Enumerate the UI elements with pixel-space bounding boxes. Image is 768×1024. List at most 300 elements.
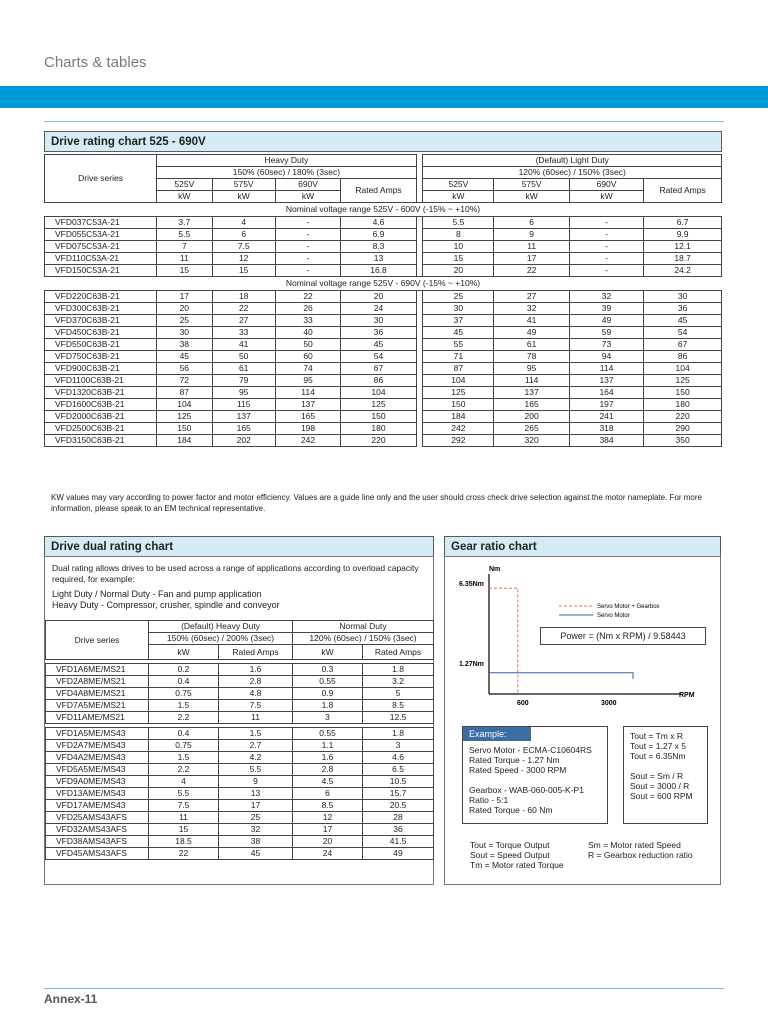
list-item: Sout = Sm / R <box>630 771 684 781</box>
list-item: Tout = 1.27 x 5 <box>630 741 686 751</box>
table-cell: 164 <box>569 387 643 399</box>
table-cell: 184 <box>423 411 494 423</box>
drive-series-header: Drive series <box>45 155 157 203</box>
table-cell: 7.5 <box>149 800 219 812</box>
table-cell: 5.5 <box>149 788 219 800</box>
drive-series-cell: VFD750C63B-21 <box>45 351 157 363</box>
hd-kw: kW <box>157 191 212 203</box>
table-cell: 150 <box>644 387 722 399</box>
table-cell: 1.1 <box>293 740 363 752</box>
power-formula: Power = (Nm x RPM) / 9.58443 <box>540 627 706 645</box>
hd-kw: kW <box>212 191 275 203</box>
drive-series-cell: VFD38AMS43AFS <box>46 836 149 848</box>
table-row <box>45 315 722 327</box>
list-item: Sm = Motor rated Speed <box>588 840 681 850</box>
table-cell: 24.2 <box>644 265 722 277</box>
table-cell: 2.8 <box>293 764 363 776</box>
table-cell: 7.5 <box>219 700 293 712</box>
table-row <box>45 217 722 229</box>
drive-series-cell: VFD17AME/MS43 <box>46 800 149 812</box>
table-cell: 74 <box>275 363 340 375</box>
table-cell: 87 <box>423 363 494 375</box>
drive-series-cell: VFD2A8ME/MS21 <box>46 676 149 688</box>
table-cell: 95 <box>212 387 275 399</box>
table-cell: - <box>569 265 643 277</box>
table-cell: - <box>569 217 643 229</box>
table-cell: 55 <box>423 339 494 351</box>
table-cell: 73 <box>569 339 643 351</box>
list-item: Tout = Torque Output <box>470 840 550 850</box>
series-gearbox-line <box>489 588 518 694</box>
table-cell: 22 <box>149 848 219 860</box>
table-cell: 9.9 <box>644 229 722 241</box>
table-cell: 7 <box>157 241 212 253</box>
table-row <box>46 712 434 724</box>
table-cell: 32 <box>569 291 643 303</box>
list-item: Sout = 600 RPM <box>630 791 693 801</box>
y-tick-1-27: 1.27Nm <box>459 661 484 668</box>
drive-series-cell: VFD220C63B-21 <box>45 291 157 303</box>
hd-volt-525: 525V <box>157 179 212 191</box>
table-cell: 17 <box>219 800 293 812</box>
table-cell: 30 <box>644 291 722 303</box>
table-cell: 61 <box>212 363 275 375</box>
table-cell: 22 <box>275 291 340 303</box>
table-cell: 20.5 <box>363 800 434 812</box>
table-cell: 61 <box>494 339 569 351</box>
table-cell: 114 <box>569 363 643 375</box>
list-item: Rated Speed - 3000 RPM <box>469 765 567 775</box>
drive-series-cell: VFD550C63B-21 <box>45 339 157 351</box>
table-row <box>46 700 434 712</box>
drive-series-cell: VFD7A5ME/MS21 <box>46 700 149 712</box>
table-cell: 56 <box>157 363 212 375</box>
example-box <box>462 726 608 824</box>
table-cell: 26 <box>275 303 340 315</box>
drive-series-cell: VFD1600C63B-21 <box>45 399 157 411</box>
table-cell: 12 <box>293 812 363 824</box>
table-row <box>45 399 722 411</box>
table-cell: 4 <box>149 776 219 788</box>
table-cell: 3 <box>293 712 363 724</box>
list-item: Sout = Speed Output <box>470 850 550 860</box>
table-cell: 200 <box>494 411 569 423</box>
table-cell: 15 <box>423 253 494 265</box>
table-cell: 39 <box>569 303 643 315</box>
footer-rule <box>44 988 724 989</box>
ld-kw: kW <box>494 191 569 203</box>
table-cell: 95 <box>494 363 569 375</box>
drive-series-cell: VFD2A7ME/MS43 <box>46 740 149 752</box>
list-item: Rated Torque - 1.27 Nm <box>469 755 560 765</box>
drive-series-cell: VFD1100C63B-21 <box>45 375 157 387</box>
table-cell: 15 <box>157 265 212 277</box>
list-item: Tm = Motor rated Torque <box>470 860 564 870</box>
table-cell: 150 <box>341 411 416 423</box>
table-cell: 50 <box>275 339 340 351</box>
ld-rated-amps: Rated Amps <box>644 179 722 203</box>
dual-rating-table <box>45 620 434 860</box>
table-cell: 50 <box>212 351 275 363</box>
table-cell: 25 <box>157 315 212 327</box>
drive-series-cell: VFD2000C63B-21 <box>45 411 157 423</box>
table-cell: 5.5 <box>423 217 494 229</box>
table-cell: 30 <box>341 315 416 327</box>
table-cell: 4 <box>212 217 275 229</box>
table-cell: 202 <box>212 435 275 447</box>
table-cell: 54 <box>341 351 416 363</box>
drive-rating-note: KW values may vary according to power factor and motor efficiency. Values are a guide line only and the user should cross check drive selection against the motor nameplate. For more information, please speak to an EM technical representative. <box>51 493 702 513</box>
drive-series-cell: VFD1A6ME/MS21 <box>46 664 149 676</box>
table-row <box>45 435 722 447</box>
heavy-duty-header: Heavy Duty <box>157 155 417 167</box>
table-cell: 0.55 <box>293 728 363 740</box>
hd-volt-690: 690V <box>275 179 340 191</box>
drive-series-cell: VFD300C63B-21 <box>45 303 157 315</box>
table-cell: 350 <box>644 435 722 447</box>
table-cell: 20 <box>341 291 416 303</box>
example-list <box>463 741 607 815</box>
table-cell: 9 <box>494 229 569 241</box>
table-cell: 32 <box>219 824 293 836</box>
abbrev-legend-right <box>588 840 718 860</box>
table-cell: 292 <box>423 435 494 447</box>
table-cell: 27 <box>212 315 275 327</box>
drive-series-cell: VFD4A2ME/MS43 <box>46 752 149 764</box>
table-cell: - <box>275 217 340 229</box>
drive-series-cell: VFD1A5ME/MS43 <box>46 728 149 740</box>
table-row <box>46 836 434 848</box>
y-tick-6-35: 6.35Nm <box>459 581 484 588</box>
legend-motor: Servo Motor <box>597 613 630 619</box>
table-row <box>45 339 722 351</box>
table-cell: 18 <box>212 291 275 303</box>
ld-volt-525: 525V <box>423 179 494 191</box>
table-cell: 20 <box>157 303 212 315</box>
list-item: R = Gearbox reduction ratio <box>588 850 693 860</box>
table-cell: 0.2 <box>149 664 219 676</box>
table-cell: 71 <box>423 351 494 363</box>
table-row <box>45 241 722 253</box>
table-cell: 242 <box>275 435 340 447</box>
table-cell: 197 <box>569 399 643 411</box>
drive-series-cell: VFD150C53A-21 <box>45 265 157 277</box>
dual-normal-kw: kW <box>293 645 363 660</box>
table-cell: 5.5 <box>157 229 212 241</box>
table-cell: 1.8 <box>293 700 363 712</box>
drive-series-cell: VFD13AME/MS43 <box>46 788 149 800</box>
table-cell: 3.7 <box>157 217 212 229</box>
list-item: Tout = 6.35Nm <box>630 751 686 761</box>
table-cell: 36 <box>363 824 434 836</box>
hd-kw: kW <box>275 191 340 203</box>
table-cell: 4.6 <box>363 752 434 764</box>
drive-series-cell: VFD4A8ME/MS21 <box>46 688 149 700</box>
table-cell: 241 <box>569 411 643 423</box>
table-cell: 49 <box>494 327 569 339</box>
table-cell: - <box>569 229 643 241</box>
table-cell: 114 <box>494 375 569 387</box>
ld-kw: kW <box>423 191 494 203</box>
table-cell: - <box>275 253 340 265</box>
table-row <box>45 229 722 241</box>
list-item: Rated Torque - 60 Nm <box>469 805 553 815</box>
calc-list <box>630 731 701 801</box>
hd-volt-575: 575V <box>212 179 275 191</box>
table-cell: 15.7 <box>363 788 434 800</box>
table-cell: 87 <box>157 387 212 399</box>
table-row <box>45 363 722 375</box>
table-row <box>46 776 434 788</box>
x-unit-label: RPM <box>679 692 695 699</box>
table-cell: 18.7 <box>644 253 722 265</box>
table-row <box>45 265 722 277</box>
table-cell: 38 <box>219 836 293 848</box>
table-cell: 20 <box>423 265 494 277</box>
table-cell: 165 <box>275 411 340 423</box>
table-cell: - <box>275 229 340 241</box>
drive-series-cell: VFD5A5ME/MS43 <box>46 764 149 776</box>
table-cell: 125 <box>157 411 212 423</box>
hd-rated-amps: Rated Amps <box>341 179 416 203</box>
list-item: Ratio - 5:1 <box>469 795 509 805</box>
table-cell: 104 <box>423 375 494 387</box>
table-cell: 95 <box>275 375 340 387</box>
table-cell: 41.5 <box>363 836 434 848</box>
table-cell: 150 <box>157 423 212 435</box>
drive-series-cell: VFD25AMS43AFS <box>46 812 149 824</box>
table-cell: 24 <box>341 303 416 315</box>
example-label: Example: <box>463 727 531 741</box>
table-cell: 18.5 <box>149 836 219 848</box>
table-cell: 49 <box>569 315 643 327</box>
heavy-duty-sub: 150% (60sec) / 180% (3sec) <box>157 167 417 179</box>
table-row <box>46 664 434 676</box>
table-cell: 28 <box>363 812 434 824</box>
table-row <box>45 303 722 315</box>
table-cell: 59 <box>569 327 643 339</box>
drive-series-cell: VFD110C53A-21 <box>45 253 157 265</box>
list-item <box>630 761 701 771</box>
dual-heavy-sub: 150% (60sec) / 200% (3sec) <box>149 633 293 645</box>
table-cell: 11 <box>219 712 293 724</box>
table-cell: 10.5 <box>363 776 434 788</box>
drive-series-cell: VFD075C53A-21 <box>45 241 157 253</box>
drive-series-cell: VFD1320C63B-21 <box>45 387 157 399</box>
table-cell: - <box>569 253 643 265</box>
table-cell: 220 <box>341 435 416 447</box>
table-cell: 4.8 <box>219 688 293 700</box>
table-cell: 104 <box>644 363 722 375</box>
table-row <box>45 411 722 423</box>
table-cell: 72 <box>157 375 212 387</box>
table-cell: 33 <box>212 327 275 339</box>
table-cell: 9 <box>219 776 293 788</box>
table-cell: 0.3 <box>293 664 363 676</box>
series-motor-line <box>489 673 633 679</box>
header-rule <box>44 121 724 122</box>
table-cell: 45 <box>219 848 293 860</box>
table-cell: 220 <box>644 411 722 423</box>
dual-rating-line1: Light Duty / Normal Duty - Fan and pump application <box>52 589 262 599</box>
drive-series-cell: VFD370C63B-21 <box>45 315 157 327</box>
table-cell: 1.5 <box>149 700 219 712</box>
table-cell: 22 <box>212 303 275 315</box>
table-cell: 10 <box>423 241 494 253</box>
table-cell: 137 <box>275 399 340 411</box>
table-row <box>46 728 434 740</box>
table-cell: 6.9 <box>341 229 416 241</box>
voltage-range-525-600: Nominal voltage range 525V - 600V (-15% ~ +10%) <box>45 203 722 217</box>
table-cell: 30 <box>157 327 212 339</box>
table-cell: 8.5 <box>293 800 363 812</box>
table-cell: 104 <box>341 387 416 399</box>
table-cell: 45 <box>644 315 722 327</box>
table-cell: 137 <box>494 387 569 399</box>
table-cell: 22 <box>494 265 569 277</box>
table-cell: 12 <box>212 253 275 265</box>
table-row <box>46 824 434 836</box>
table-cell: 13 <box>219 788 293 800</box>
dual-normal-sub: 120% (60sec) / 150% (3sec) <box>293 633 434 645</box>
table-cell: 38 <box>157 339 212 351</box>
table-row <box>45 375 722 387</box>
table-cell: 11 <box>157 253 212 265</box>
table-cell: 137 <box>569 375 643 387</box>
x-tick-600: 600 <box>517 700 529 707</box>
table-cell: 24 <box>293 848 363 860</box>
legend-gearbox: Servo Motor + Gearbox <box>597 604 660 610</box>
table-cell: 17 <box>293 824 363 836</box>
voltage-range-525-690: Nominal voltage range 525V - 690V (-15% ~ +10%) <box>45 277 722 291</box>
table-cell: 27 <box>494 291 569 303</box>
table-row <box>45 387 722 399</box>
list-item: Servo Motor - ECMA-C10604RS <box>469 745 592 755</box>
table-cell: 45 <box>157 351 212 363</box>
table-cell: 15 <box>212 265 275 277</box>
gear-ratio-title: Gear ratio chart <box>444 536 721 557</box>
table-cell: 67 <box>644 339 722 351</box>
x-tick-3000: 3000 <box>601 700 617 707</box>
table-row <box>45 327 722 339</box>
table-cell: 94 <box>569 351 643 363</box>
table-cell: 17 <box>157 291 212 303</box>
drive-series-cell: VFD45AMS43AFS <box>46 848 149 860</box>
table-cell: 165 <box>494 399 569 411</box>
table-cell: 17 <box>494 253 569 265</box>
list-item: Tout = Tm x R <box>630 731 683 741</box>
table-cell: - <box>275 241 340 253</box>
table-cell: 8.5 <box>363 700 434 712</box>
table-cell: 11 <box>149 812 219 824</box>
dual-heavy-header: (Default) Heavy Duty <box>149 621 293 633</box>
table-cell: 184 <box>157 435 212 447</box>
table-cell: 86 <box>341 375 416 387</box>
table-cell: 180 <box>341 423 416 435</box>
table-cell: 198 <box>275 423 340 435</box>
table-cell: 318 <box>569 423 643 435</box>
table-cell: 6 <box>293 788 363 800</box>
table-cell: 2.8 <box>219 676 293 688</box>
table-cell: 1.8 <box>363 664 434 676</box>
table-cell: 78 <box>494 351 569 363</box>
table-cell: 25 <box>219 812 293 824</box>
page-title: Charts & tables <box>44 54 147 71</box>
table-cell: 32 <box>494 303 569 315</box>
ld-kw: kW <box>569 191 643 203</box>
table-cell: 3.2 <box>363 676 434 688</box>
table-cell: 165 <box>212 423 275 435</box>
table-row <box>45 423 722 435</box>
table-cell: 6 <box>494 217 569 229</box>
table-cell: 54 <box>644 327 722 339</box>
table-cell: 384 <box>569 435 643 447</box>
table-cell: 7.5 <box>212 241 275 253</box>
table-cell: 37 <box>423 315 494 327</box>
table-cell: 180 <box>644 399 722 411</box>
table-cell: 49 <box>363 848 434 860</box>
table-row <box>46 800 434 812</box>
table-cell: 1.8 <box>363 728 434 740</box>
calc-box <box>623 726 708 824</box>
table-row <box>46 812 434 824</box>
table-cell: 125 <box>423 387 494 399</box>
light-duty-header: (Default) Light Duty <box>423 155 722 167</box>
table-cell: 8.3 <box>341 241 416 253</box>
table-row <box>46 676 434 688</box>
table-cell: 2.2 <box>149 764 219 776</box>
table-cell: 13 <box>341 253 416 265</box>
ld-volt-575: 575V <box>494 179 569 191</box>
ld-volt-690: 690V <box>569 179 643 191</box>
table-row <box>46 688 434 700</box>
drive-series-cell: VFD450C63B-21 <box>45 327 157 339</box>
y-unit-label: Nm <box>489 566 501 573</box>
table-row <box>45 253 722 265</box>
table-cell: 1.6 <box>293 752 363 764</box>
dual-heavy-kw: kW <box>149 645 219 660</box>
table-cell: 11 <box>494 241 569 253</box>
table-cell: 0.4 <box>149 676 219 688</box>
footer-label: Annex-11 <box>44 992 98 1006</box>
drive-series-cell: VFD9A0ME/MS43 <box>46 776 149 788</box>
table-cell: 6 <box>212 229 275 241</box>
abbrev-legend-left <box>470 840 590 870</box>
table-cell: 125 <box>341 399 416 411</box>
list-item <box>469 775 601 785</box>
dual-series-header: Drive series <box>46 621 149 660</box>
table-cell: - <box>275 265 340 277</box>
table-cell: 4.2 <box>219 752 293 764</box>
dual-rating-title: Drive dual rating chart <box>44 536 434 557</box>
dual-heavy-amps: Rated Amps <box>219 645 293 660</box>
table-cell: 3 <box>363 740 434 752</box>
table-cell: 4.5 <box>293 776 363 788</box>
table-cell: 0.4 <box>149 728 219 740</box>
drive-rating-table <box>44 154 722 447</box>
dual-normal-amps: Rated Amps <box>363 645 434 660</box>
table-cell: 115 <box>212 399 275 411</box>
table-cell: 79 <box>212 375 275 387</box>
table-cell: 4.6 <box>341 217 416 229</box>
drive-rating-title: Drive rating chart 525 - 690V <box>44 131 722 152</box>
drive-series-cell: VFD11AME/MS21 <box>46 712 149 724</box>
table-cell: 6.7 <box>644 217 722 229</box>
table-cell: 114 <box>275 387 340 399</box>
table-cell: 242 <box>423 423 494 435</box>
table-row <box>46 752 434 764</box>
list-item: Sout = 3000 / R <box>630 781 690 791</box>
